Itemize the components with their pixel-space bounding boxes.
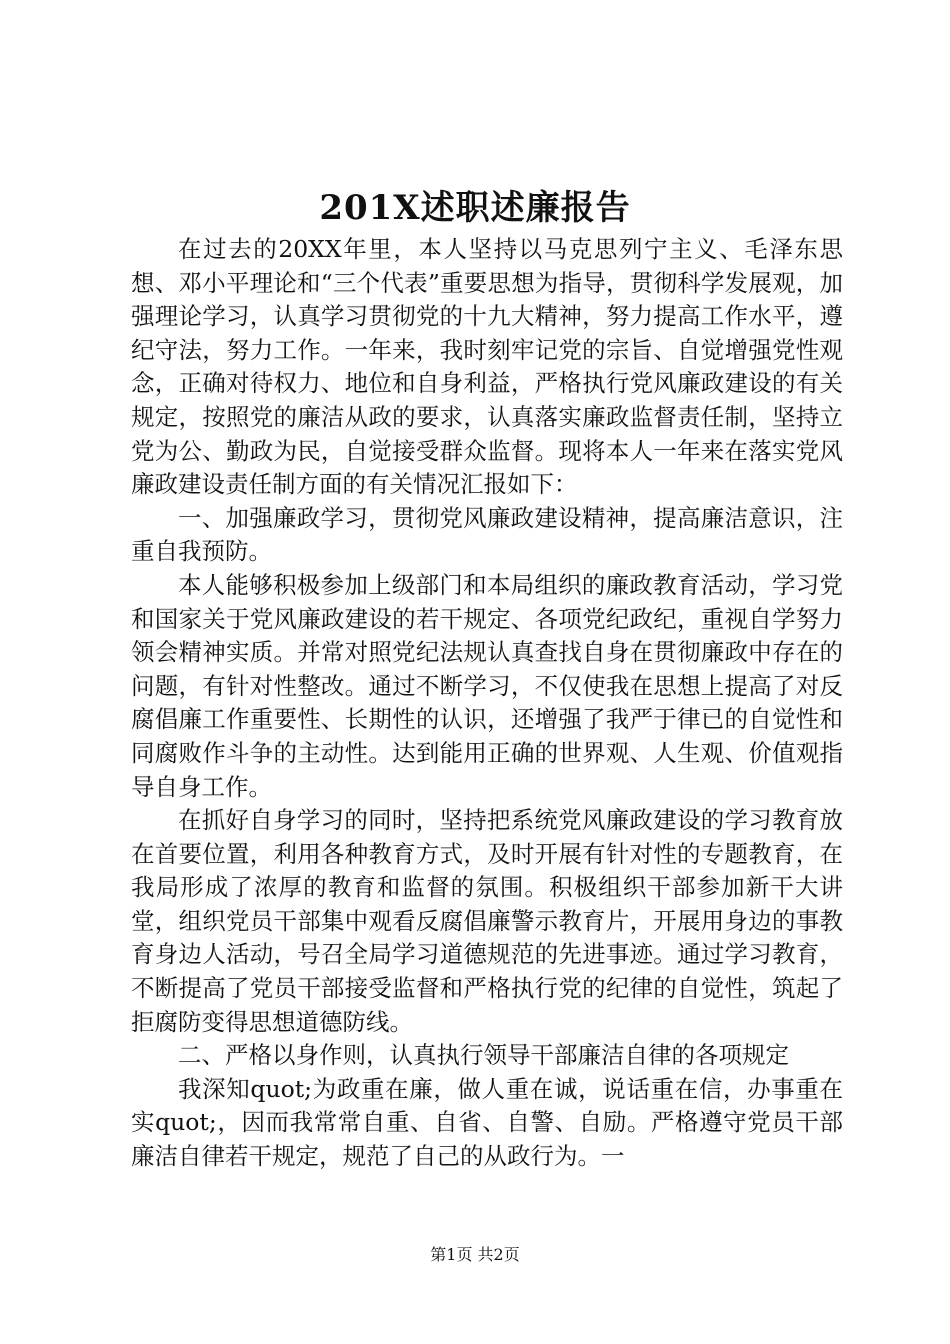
document-title: 201X述职述廉报告 xyxy=(319,188,631,228)
paragraph-education: 在抓好自身学习的同时，坚持把系统党风廉政建设的学习教育放在首要位置，利用各种教育方式，及时开展有针对性的专题教育，在我局形成了浓厚的教育和监督的氛围。积极组织干部参加新干大讲堂，组织党员干部集中观看反腐倡廉警示教育片，开展用身边的事教育身边人活动，号召全局学习道德规范的先进事迹。通过学习教育，不断提高了党员干部接受监督和严格执行党的纪律的自觉性，筑起了拒腐防变得思想道德防线。 xyxy=(131,806,843,1036)
paragraph-study: 本人能够积极参加上级部门和本局组织的廉政教育活动，学习党和国家关于党风廉政建设的若干规定、各项党纪政纪，重视自学努力领会精神实质。并常对照党纪法规认真查找自身在贯彻廉政中存在的问题，有针对性整改。通过不断学习，不仅使我在思想上提高了对反腐倡廉工作重要性、长期性的认识，还增强了我严于律已的自觉性和同腐败作斗争的主动性。达到能用正确的世界观、人生观、价值观指导自身工作。 xyxy=(131,570,843,801)
page-footer: 第1页 共2页 xyxy=(430,1245,520,1264)
paragraph-heading-2: 二、严格以身作则，认真执行领导干部廉洁自律的各项规定 xyxy=(178,1041,789,1070)
paragraph-intro: 在过去的20XX年里，本人坚持以马克思列宁主义、毛泽东思想、邓小平理论和“三个代表”重要思想为指导，贯彻科学发展观，加强理论学习，认真学习贯彻党的十九大精神，努力提高工作水平，遵纪守法，努力工作。一年来，我时刻牢记党的宗旨、自觉增强党性观念，正确对待权力、地位和自身利益，严格执行党风廉政建设的有关规定，按照党的廉洁从政的要求，认真落实廉政监督责任制，坚持立党为公、勤政为民，自觉接受群众监督。现将本人一年来在落实党风廉政建设责任制方面的有关情况汇报如下： xyxy=(131,235,843,499)
paragraph-self-discipline: 我深知quot;为政重在廉，做人重在诚，说话重在信，办事重在实quot;，因而我常常自重、自省、自警、自励。严格遵守党员干部廉洁自律若干规定，规范了自己的从政行为。一 xyxy=(131,1074,843,1171)
document-body xyxy=(131,233,843,1174)
paragraph-heading-1: 一、加强廉政学习，贯彻党风廉政建设精神，提高廉洁意识，注重自我预防。 xyxy=(131,503,843,566)
